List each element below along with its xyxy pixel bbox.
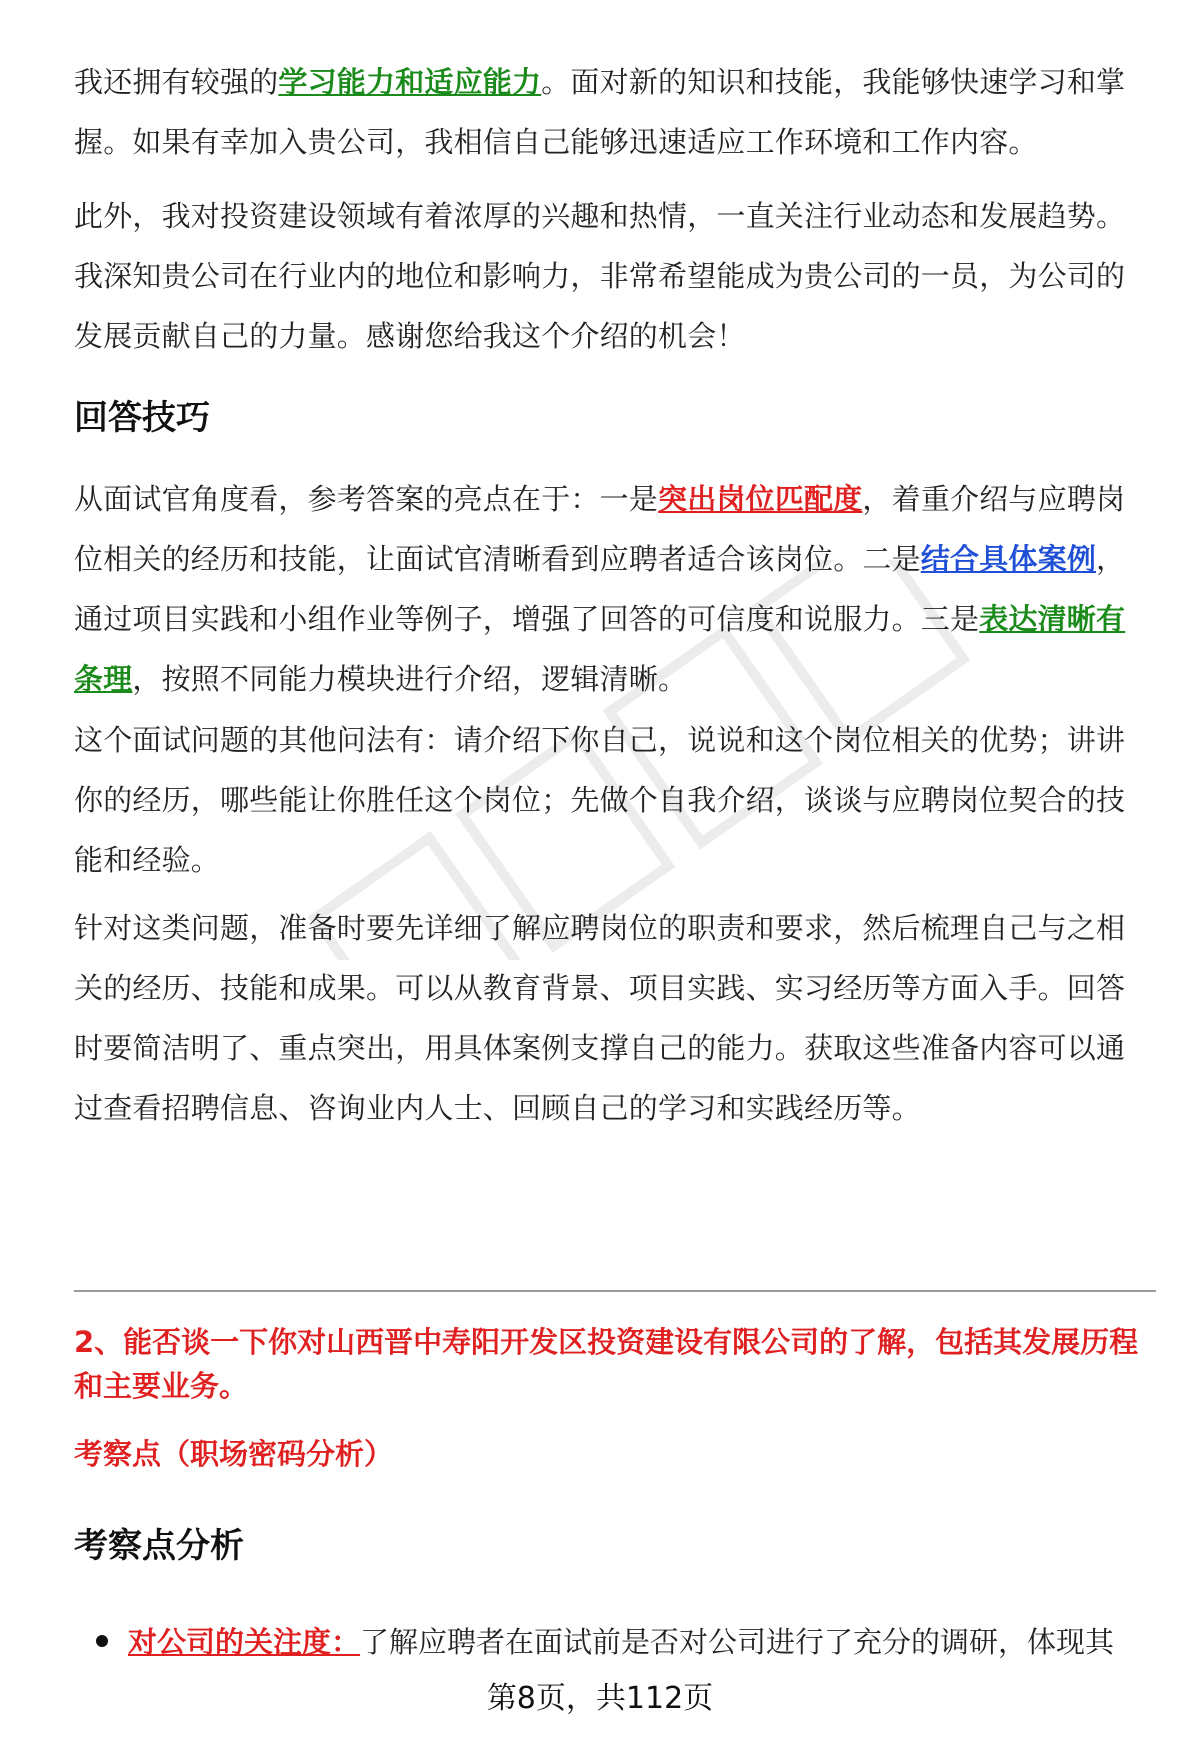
list-item bbox=[96, 1617, 1156, 1667]
heading-point-analysis: 考察点分析 bbox=[74, 1526, 244, 1566]
text-span: 从面试官角度看，参考答案的亮点在于：一是 bbox=[74, 482, 659, 516]
paragraph-other-questions: 这个面试问题的其他问法有：请介绍下你自己，说说和这个岗位相关的优势；讲讲你的经历，哪些能让你胜任这个岗位；先做个自我介绍，谈谈与应聘岗位契合的技能和经验。 bbox=[74, 723, 1126, 877]
text-span: 。面对新的知识和技能，我能够快速学习和掌握。如果有幸加入贵公司，我相信自己能够迅速适应工作环境和工作内容。 bbox=[74, 65, 1126, 159]
paragraph-preparation: 针对这类问题，准备时要先详细了解应聘岗位的职责和要求，然后梳理自己与之相关的经历、技能和成果。可以从教育背景、项目实践、实习经历等方面入手。回答时要简洁明了、重点突出，用具体案例支撑自己的能力。获取这些准备内容可以通过查看招聘信息、咨询业内人士、回顾自己的学习和实践经历等。 bbox=[74, 911, 1126, 1125]
highlight-job-match: 突出岗位匹配度 bbox=[658, 482, 863, 516]
bullet-icon bbox=[96, 1635, 108, 1647]
highlight-learning-ability: 学习能力和适应能力 bbox=[278, 65, 542, 99]
highlight-clear-expression: 表达清晰有条理 bbox=[74, 602, 1126, 696]
text-span: ，通过项目实践和小组作业等例子，增强了回答的可信度和说服力。三是 bbox=[74, 542, 1126, 636]
text-span: ，按照不同能力模块进行介绍，逻辑清晰。 bbox=[132, 662, 688, 696]
question-2: 2、能否谈一下你对山西晋中寿阳开发区投资建设有限公司的了解，包括其发展历程和主要业务。 bbox=[74, 1325, 1139, 1403]
paragraph-learning-ability bbox=[74, 52, 1154, 172]
highlight-concrete-cases: 结合具体案例 bbox=[920, 542, 1097, 576]
examination-point-label: 考察点（职场密码分析） bbox=[74, 1437, 394, 1471]
text-span: ，着重介绍与应聘岗位相关的经历和技能，让面试官清晰看到应聘者适合该岗位。二是 bbox=[74, 482, 1126, 576]
heading-answer-tips: 回答技巧 bbox=[74, 398, 210, 438]
section-divider bbox=[74, 1290, 1156, 1292]
bullet-label: 对公司的关注度： bbox=[128, 1625, 361, 1659]
page-number: 第8页，共112页 bbox=[486, 1681, 714, 1716]
paragraph-interest: 此外，我对投资建设领域有着浓厚的兴趣和热情，一直关注行业动态和发展趋势。我深知贵公司在行业内的地位和影响力，非常希望能成为贵公司的一员，为公司的发展贡献自己的力量。感谢您给我这个介绍的机会！ bbox=[74, 199, 1126, 353]
bullet-text: 了解应聘者在面试前是否对公司进行了充分的调研，体现其 bbox=[360, 1625, 1115, 1659]
text-span: 我还拥有较强的 bbox=[74, 65, 279, 99]
paragraph-highlights bbox=[74, 469, 1154, 709]
